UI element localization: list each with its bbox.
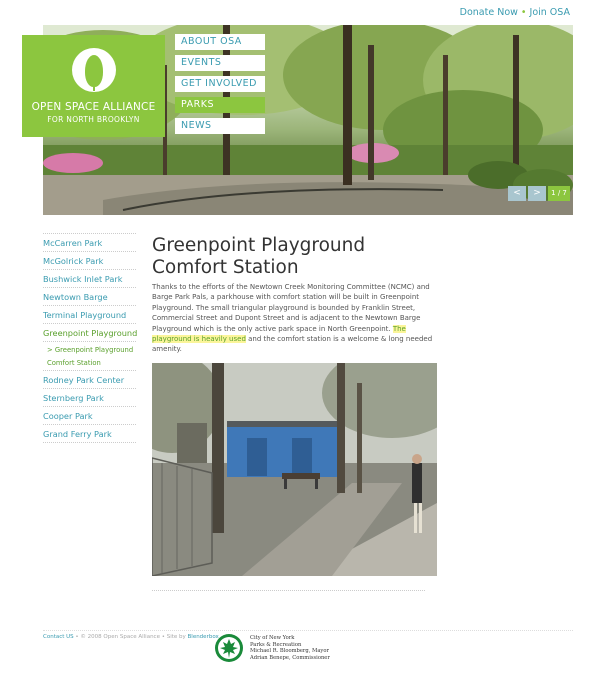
- contact-link[interactable]: Contact US: [43, 634, 74, 640]
- highlighted-text: The playground is heavily used: [152, 324, 406, 344]
- sidebar-subitem-greenpoint-playground[interactable]: > Greenpoint Playground: [47, 346, 134, 354]
- logo-subtitle: FOR NORTH BROOKLYN: [47, 115, 140, 124]
- sidebar-item-mccarren[interactable]: McCarren Park: [43, 234, 136, 252]
- page-title-line1: Greenpoint Playground: [152, 235, 366, 256]
- sidebar-subitem-comfort-station[interactable]: Comfort Station: [43, 355, 136, 371]
- parks-mayor: Michael R. Bloomberg, Mayor: [250, 648, 329, 655]
- sidebar-item-rodney[interactable]: Rodney Park Center: [43, 371, 136, 389]
- paragraph-text-start: Thanks to the efforts of the Newtown Creek Monitoring Committee (NCMC) and Barge Park Pals, a parkhouse with comfort station will be built in Greenpoint Playground. The small triangular playground is bounded by Franklin Street, Commercial Street and Dupont Street and is adjacent to the Newtown Barge Playground which is the only active park space in North Greenpoint.: [152, 283, 430, 333]
- paragraph-text-end: and the comfort station is a welcome & long needed amenity.: [152, 335, 433, 354]
- nav-item-get-involved[interactable]: GET INVOLVED: [175, 76, 265, 92]
- footer-divider: [43, 630, 573, 631]
- sidebar-item-bushwick-inlet[interactable]: Bushwick Inlet Park: [43, 270, 136, 288]
- sidebar-item-cooper[interactable]: Cooper Park: [43, 407, 136, 425]
- footer-credits: [43, 634, 219, 640]
- slide-next-button[interactable]: >: [528, 186, 546, 201]
- sidebar-item-newtown-barge[interactable]: Newtown Barge: [43, 288, 136, 306]
- nyc-parks-leaf-icon: [214, 633, 244, 663]
- nav-item-events[interactable]: EVENTS: [175, 55, 265, 71]
- osa-logo[interactable]: [22, 35, 165, 137]
- sidebar-item-grand-ferry[interactable]: Grand Ferry Park: [43, 425, 136, 443]
- nyc-parks-credit: [250, 635, 330, 661]
- slideshow-controls: [508, 186, 570, 201]
- parks-commissioner: Adrian Benepe, Commissioner: [250, 654, 330, 661]
- comfort-station-photo: [152, 363, 437, 576]
- sidebar-item-sternberg[interactable]: Sternberg Park: [43, 389, 136, 407]
- slide-counter: 1 / 7: [548, 186, 570, 201]
- page-title: [152, 235, 452, 279]
- sidebar-item-mcgolrick[interactable]: McGolrick Park: [43, 252, 136, 270]
- nav-item-about[interactable]: ABOUT OSA: [175, 34, 265, 50]
- slide-prev-button[interactable]: <: [508, 186, 526, 201]
- top-link-separator: •: [520, 7, 527, 18]
- parks-dept: Parks & Recreation: [250, 641, 302, 648]
- copyright-text: • © 2008 Open Space Alliance • Site by: [75, 634, 186, 640]
- sidebar-item-terminal[interactable]: Terminal Playground: [43, 306, 136, 324]
- join-link[interactable]: Join OSA: [529, 7, 570, 18]
- nav-item-parks[interactable]: PARKS: [175, 97, 265, 113]
- parks-city: City of New York: [250, 635, 295, 641]
- blenderbox-link[interactable]: Blenderbox: [187, 634, 219, 640]
- tree-stem-icon: [93, 83, 95, 91]
- logo-title: OPEN SPACE ALLIANCE: [31, 101, 156, 113]
- article-paragraph: [152, 282, 437, 355]
- comfort-station-scene: [152, 363, 437, 576]
- nav-item-news[interactable]: NEWS: [175, 118, 265, 134]
- main-nav: [175, 34, 265, 139]
- sidebar-item-greenpoint[interactable]: Greenpoint Playground: [43, 324, 136, 342]
- page-title-line2: Comfort Station: [152, 257, 299, 278]
- donate-link[interactable]: Donate Now: [459, 7, 518, 18]
- content-divider: [152, 590, 425, 591]
- sidebar-park-list: [43, 233, 136, 443]
- top-links: [460, 7, 570, 18]
